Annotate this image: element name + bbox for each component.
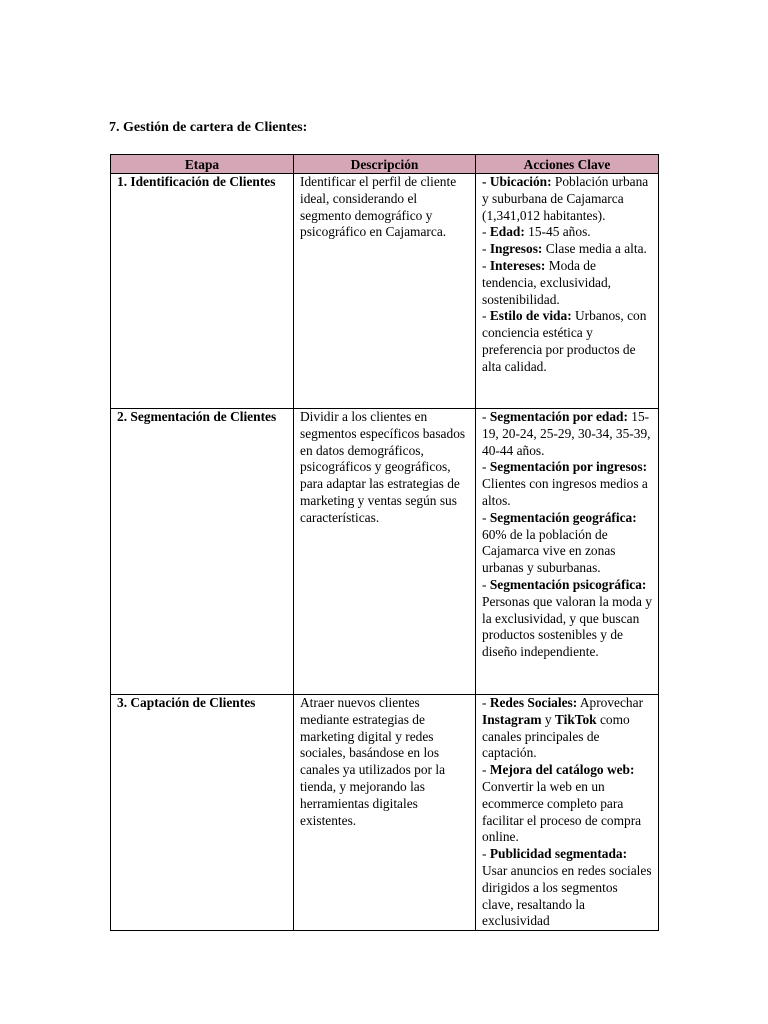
descripcion-cell: Atraer nuevos clientes mediante estrategias de marketing digital y redes sociales, basándose en los canales ya utilizados por la tienda, y mejorando las herramientas digitales existentes.	[294, 695, 476, 931]
accion-item: - Segmentación por edad: 15-19, 20-24, 25-29, 30-34, 35-39, 40-44 años.	[482, 409, 651, 458]
accion-item: - Ingresos: Clase media a alta.	[482, 241, 647, 257]
accion-item: - Segmentación por ingresos: Clientes con ingresos medios a altos.	[482, 459, 648, 508]
client-portfolio-table	[110, 154, 659, 931]
header-etapa: Etapa	[111, 155, 294, 174]
table-header-row	[111, 155, 659, 174]
accion-item: - Publicidad segmentada: Usar anuncios en redes sociales dirigidos a los segmentos clave, resaltando la exclusividad	[482, 846, 652, 929]
table-row	[111, 174, 659, 409]
acciones-cell	[476, 409, 659, 695]
accion-item: - Segmentación geográfica: 60% de la población de Cajamarca vive en zonas urbanas y suburbanas.	[482, 509, 637, 576]
etapa-cell: 1. Identificación de Clientes	[111, 174, 294, 409]
descripcion-cell: Identificar el perfil de cliente ideal, considerando el segmento demográfico y psicográfico en Cajamarca.	[294, 174, 476, 409]
etapa-cell: 2. Segmentación de Clientes	[111, 409, 294, 695]
descripcion-cell: Dividir a los clientes en segmentos específicos basados en datos demográficos, psicográficos y geográficos, para adaptar las estrategias de marketing y ventas según sus características.	[294, 409, 476, 695]
header-acciones: Acciones Clave	[476, 155, 659, 174]
etapa-cell: 3. Captación de Clientes	[111, 695, 294, 931]
accion-item: - Intereses: Moda de tendencia, exclusividad, sostenibilidad.	[482, 257, 612, 307]
table-row	[111, 695, 659, 931]
accion-item: - Mejora del catálogo web: Convertir la web en un ecommerce completo para facilitar el proceso de compra online.	[482, 762, 642, 845]
acciones-cell	[476, 695, 659, 931]
header-descripcion: Descripción	[294, 155, 476, 174]
table-row	[111, 409, 659, 695]
section-title: 7. Gestión de cartera de Clientes:	[109, 120, 308, 135]
accion-item: - Ubicación: Población urbana y suburbana de Cajamarca (1,341,012 habitantes).	[482, 174, 649, 223]
accion-item: - Edad: 15-45 años.	[482, 224, 591, 240]
accion-item: - Segmentación psicográfica: Personas que valoran la moda y la exclusividad, y que buscan productos sostenibles y de diseño independiente.	[482, 576, 652, 660]
acciones-cell	[476, 174, 659, 409]
accion-item: - Estilo de vida: Urbanos, con conciencia estética y preferencia por productos de alta calidad.	[482, 308, 647, 374]
accion-item: - Redes Sociales: Aprovechar Instagram y TikTok como canales principales de captación.	[482, 695, 644, 761]
